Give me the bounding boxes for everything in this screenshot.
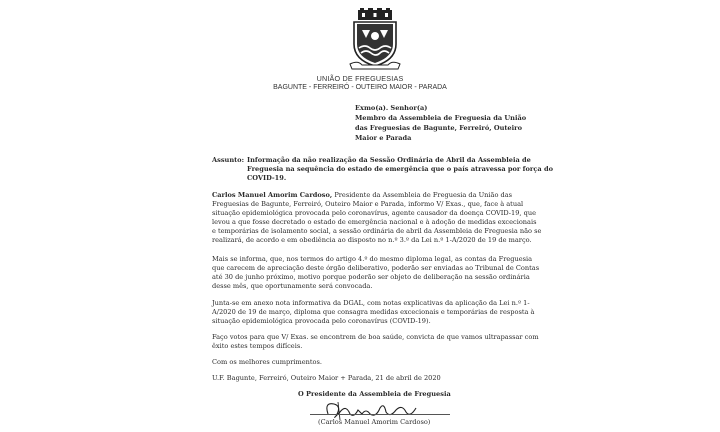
paragraph-1-line-4: levou a que fosse decretado o estado de emergência nacional e à adoção de medidas excecionais: [212, 218, 537, 226]
organization-name: [0, 74, 720, 91]
paragraph-2-line-4: desse mês, que oportunamente será convocada.: [212, 282, 373, 290]
signature-title: O Presidente da Assembleia de Freguesia: [298, 390, 451, 398]
recipient-line-3: das Freguesias de Bagunte, Ferreiró, Outeiro: [355, 124, 522, 132]
paragraph-1-line-3: situação epidemiológica provocada pelo coronavírus, agente causador da doença COVID-19, que: [212, 209, 536, 217]
subject-line-3: COVID-19.: [247, 174, 287, 182]
paragraph-1-line-6: realizará, de acordo e em obediência ao disposto no n.º 3.º da Lei n.º 1-A/2020 de 19 de março.: [212, 236, 532, 244]
org-line-1: UNIÃO DE FREGUESIAS: [316, 74, 404, 83]
sender-name: Carlos Manuel Amorim Cardoso,: [212, 191, 333, 199]
paragraph-2-line-1: Mais se informa, que, nos termos do artigo 4.º do mesmo diploma legal, as contas da Freguesia: [212, 255, 533, 263]
recipient-line-4: Maior e Parada: [355, 134, 412, 142]
coat-of-arms-logo: [348, 8, 402, 70]
org-line-2: BAGUNTE - FERREIRÓ - OUTEIRO MAIOR - PARADA: [273, 84, 447, 91]
paragraph-3-line-3: situação epidemiológica provocada pelo coronavírus (COVID-19).: [212, 317, 431, 325]
recipient-line-2: Membro da Assembleia de Freguesia da União: [355, 114, 527, 122]
paragraph-1-line-1-text: Presidente da Assembleia de Freguesia da União das: [334, 191, 513, 199]
closing-greeting: Com os melhores cumprimentos.: [212, 358, 323, 366]
paragraph-1-line-1: [212, 191, 512, 200]
paragraph-4-line-1: Faço votos para que V/ Exas. se encontrem de boa saúde, convicta de que vamos ultrapassar com: [212, 333, 539, 341]
recipient-line-1: Exmo(a). Senhor(a): [355, 104, 428, 112]
paragraph-1-line-5: e temporárias de isolamento social, a sessão ordinária de abril da Assembleia de Freguesia não se: [212, 227, 542, 235]
paragraph-2-line-3: até 30 de junho próximo, motivo porque poderão ser objeto de deliberação na sessão ordinária: [212, 273, 530, 281]
subject-line-2: Freguesia na sequência do estado de emergência que o país atravessa por força do: [247, 165, 553, 173]
paragraph-4-line-2: êxito estes tempos difíceis.: [212, 342, 303, 350]
paragraph-2-line-2: que carecem de apreciação deste órgão deliberativo, poderão ser enviadas ao Tribunal de Contas: [212, 264, 540, 272]
paragraph-3-line-1: Junta-se em anexo nota informativa da DGAL, com notas explicativas da aplicação da Lei n.º 1-: [212, 299, 530, 307]
place-and-date: U.F. Bagunte, Ferreiró, Outeiro Maior + Parada, 21 de abril de 2020: [212, 374, 441, 382]
subject-label: Assunto:: [212, 156, 245, 164]
signatory-name: (Carlos Manuel Amorim Cardoso): [318, 418, 431, 426]
signature-line: [310, 414, 450, 415]
paragraph-3-line-2: A/2020 de 19 de março, diploma que consagra medidas excecionais e temporárias de resposta à: [212, 308, 535, 316]
subject-line-1: Informação da não realização da Sessão Ordinária de Abril da Assembleia de: [247, 156, 531, 164]
paragraph-1-line-2: Freguesias de Bagunte, Ferreiró, Outeiro Maior e Parada, informo V/ Exas., que, face à atual: [212, 200, 524, 208]
